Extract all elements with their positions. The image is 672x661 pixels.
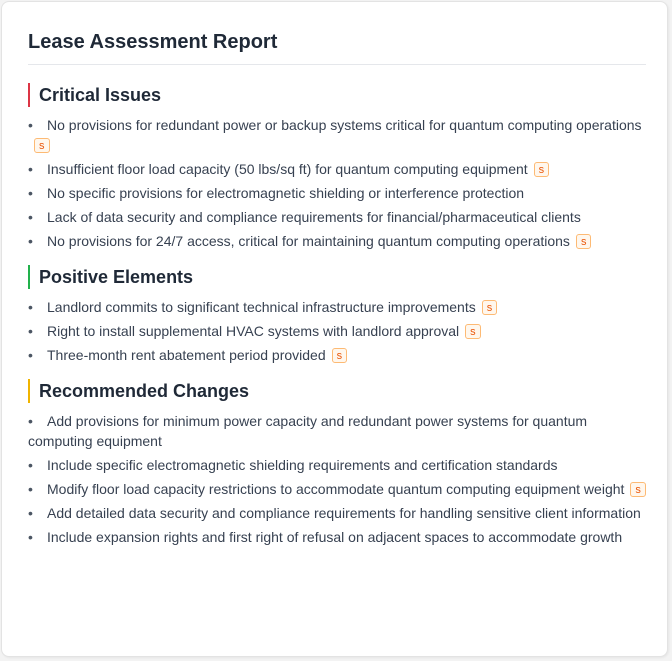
item-text: Landlord commits to significant technical infrastructure improvements <box>47 299 476 315</box>
bullet-icon: • <box>28 505 33 521</box>
list-item <box>28 321 646 341</box>
report-content <box>28 30 646 551</box>
list-item <box>28 231 646 251</box>
list-item <box>28 479 646 499</box>
list-item <box>28 207 646 227</box>
bullet-icon: • <box>28 185 33 201</box>
bullet-icon: • <box>28 233 33 249</box>
bullet-icon: • <box>28 347 33 363</box>
bullet-icon: • <box>28 209 33 225</box>
section-critical-issues <box>28 83 646 251</box>
bullet-icon: • <box>28 117 33 133</box>
section-heading: Critical Issues <box>28 83 646 107</box>
list-item <box>28 297 646 317</box>
section-list <box>28 115 646 251</box>
bullet-icon: • <box>28 457 33 473</box>
section-heading: Recommended Changes <box>28 379 646 403</box>
source-badge[interactable]: s <box>34 138 50 153</box>
bullet-icon: • <box>28 161 33 177</box>
source-badge[interactable]: s <box>482 300 498 315</box>
item-text: Right to install supplemental HVAC systems with landlord approval <box>47 323 460 339</box>
section-positive-elements <box>28 265 646 365</box>
list-item <box>28 159 646 179</box>
report-title: Lease Assessment Report <box>28 30 646 65</box>
list-item <box>28 455 646 475</box>
section-list <box>28 411 646 547</box>
item-text: Lack of data security and compliance requirements for financial/pharmaceutical clients <box>47 209 581 225</box>
bullet-icon: • <box>28 529 33 545</box>
report-sections <box>28 83 646 547</box>
section-recommended-changes <box>28 379 646 547</box>
source-badge[interactable]: s <box>465 324 481 339</box>
item-text: Three-month rent abatement period provided <box>47 347 326 363</box>
item-text: Add detailed data security and compliance requirements for handling sensitive client information <box>47 505 641 521</box>
item-text: Add provisions for minimum power capacity and redundant power systems for quantum computing equipment <box>28 413 588 449</box>
bullet-icon: • <box>28 481 33 497</box>
source-badge[interactable]: s <box>576 234 592 249</box>
item-text: No provisions for 24/7 access, critical for maintaining quantum computing operations <box>47 233 570 249</box>
list-item <box>28 183 646 203</box>
item-text: No provisions for redundant power or backup systems critical for quantum computing operations <box>47 117 642 133</box>
bullet-icon: • <box>28 413 33 429</box>
list-item <box>28 527 646 547</box>
bullet-icon: • <box>28 323 33 339</box>
list-item <box>28 345 646 365</box>
source-badge[interactable]: s <box>332 348 348 363</box>
section-heading: Positive Elements <box>28 265 646 289</box>
item-text: No specific provisions for electromagnetic shielding or interference protection <box>47 185 525 201</box>
bullet-icon: • <box>28 299 33 315</box>
item-text: Insufficient floor load capacity (50 lbs/sq ft) for quantum computing equipment <box>47 161 528 177</box>
item-text: Include expansion rights and first right of refusal on adjacent spaces to accommodate growth <box>47 529 623 545</box>
list-item <box>28 411 646 451</box>
list-item <box>28 503 646 523</box>
list-item <box>28 115 646 155</box>
source-badge[interactable]: s <box>534 162 550 177</box>
source-badge[interactable]: s <box>630 482 646 497</box>
section-list <box>28 297 646 365</box>
item-text: Modify floor load capacity restrictions to accommodate quantum computing equipment weight <box>47 481 625 497</box>
report-card <box>1 1 668 657</box>
item-text: Include specific electromagnetic shielding requirements and certification standards <box>47 457 558 473</box>
